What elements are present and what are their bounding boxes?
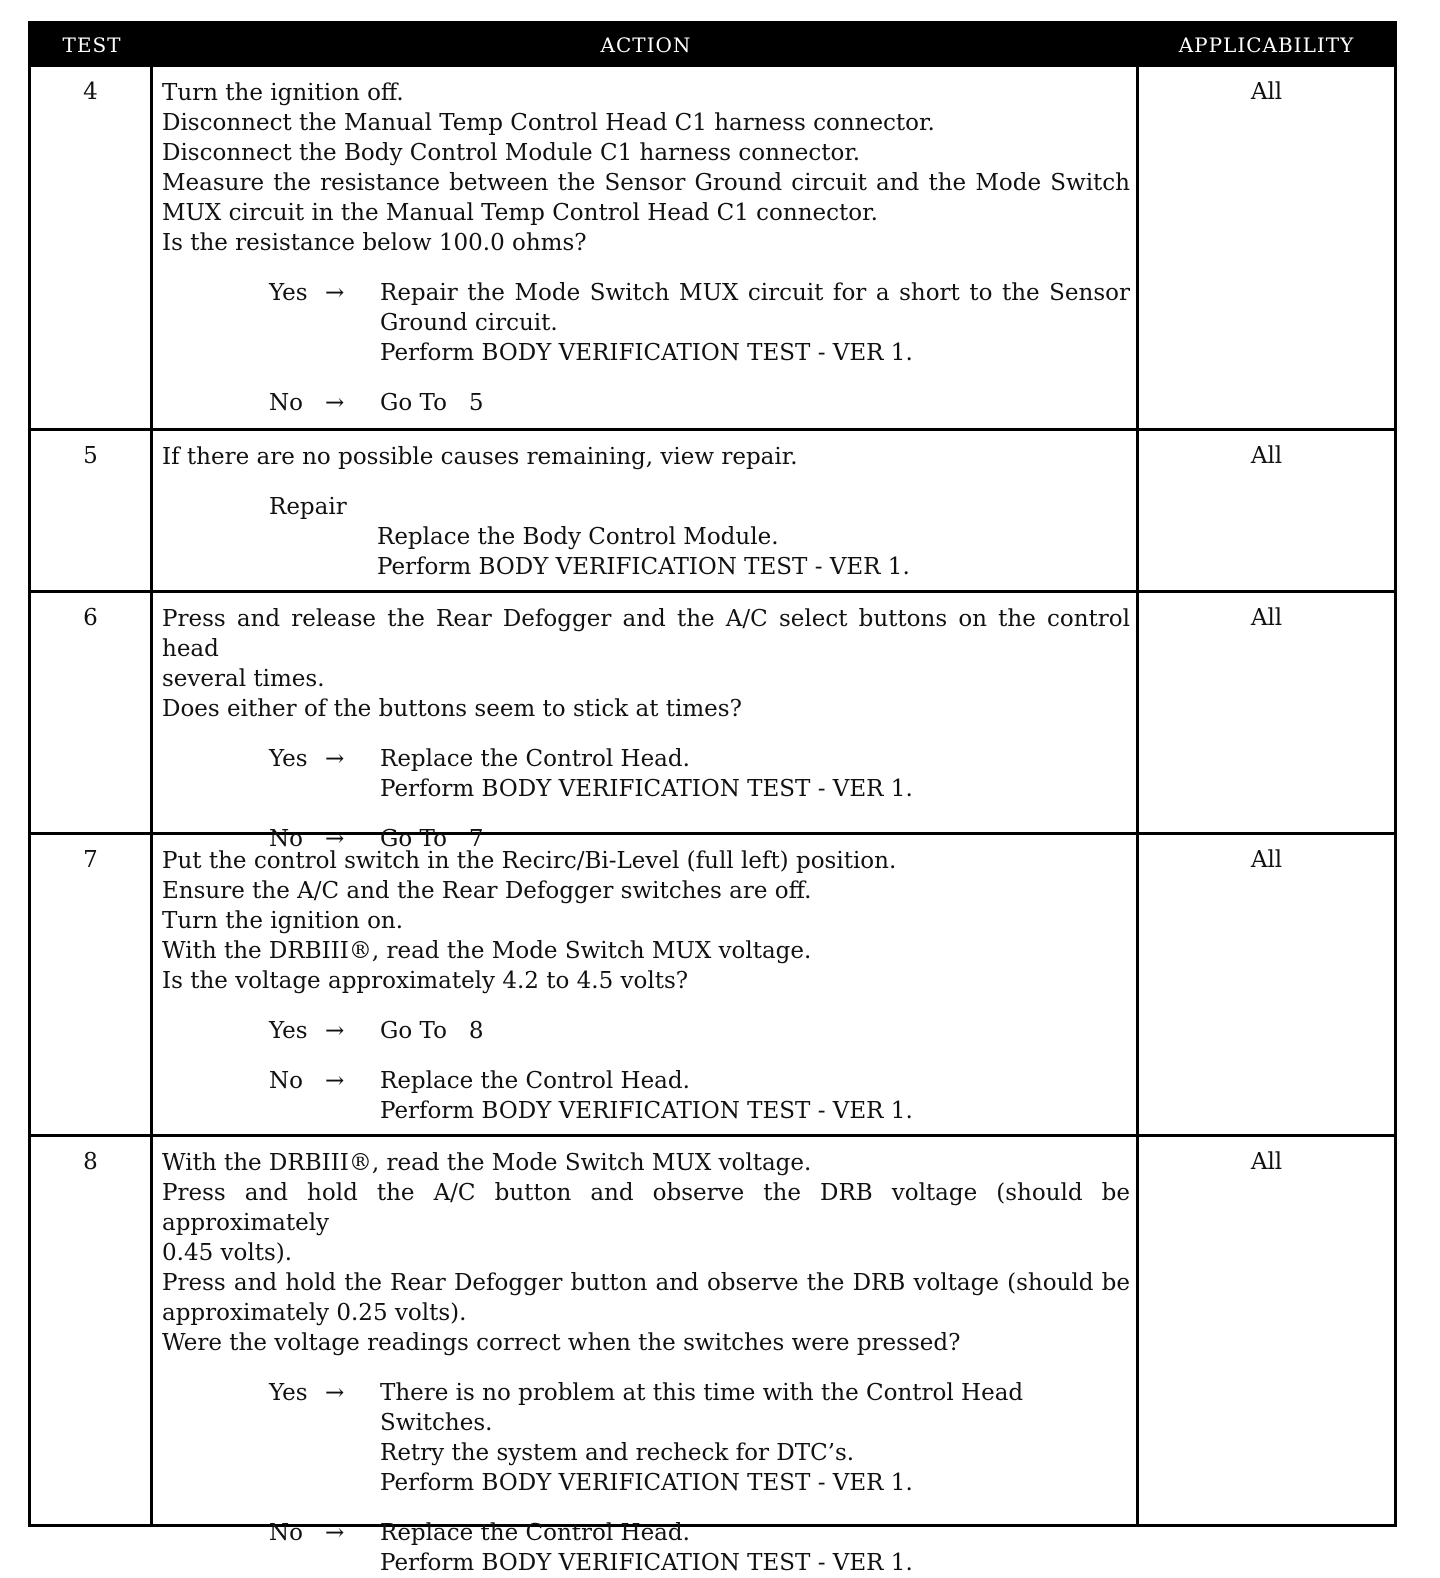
- table-header: [31, 24, 1394, 67]
- outcome-text: [380, 388, 1130, 418]
- action-line: Ensure the A/C and the Rear Defogger switches are off.: [162, 878, 812, 904]
- action-line: Disconnect the Manual Temp Control Head C1 harness connector.: [162, 110, 935, 136]
- test-number: 8: [31, 1137, 153, 1524]
- outcome-line: Ground circuit.: [380, 310, 558, 336]
- outcome-line: Perform BODY VERIFICATION TEST - VER 1.: [380, 1550, 913, 1576]
- applicability-cell: All: [1250, 1149, 1283, 1175]
- outcome-yes: [269, 744, 1130, 804]
- outcome-label: No: [269, 390, 303, 416]
- outcome-line: Replace the Control Head.: [380, 746, 690, 772]
- outcome-line: Perform BODY VERIFICATION TEST - VER 1.: [380, 1470, 913, 1496]
- action-line: Press and release the Rear Defogger and the A/C select buttons on the control head: [162, 606, 1130, 662]
- outcome-label: No: [269, 1068, 303, 1094]
- outcome-text: [380, 1016, 1130, 1046]
- repair-line: Perform BODY VERIFICATION TEST - VER 1.: [377, 554, 910, 580]
- outcome-text: [380, 1378, 1130, 1498]
- table-row: [31, 428, 1394, 590]
- action-cell: [153, 593, 1139, 852]
- action-line: Is the voltage approximately 4.2 to 4.5 volts?: [162, 968, 689, 994]
- arrow-right-icon: →: [325, 1068, 345, 1094]
- outcome-yes: [269, 1016, 1130, 1046]
- table-row: [31, 67, 1394, 428]
- outcome-no: [269, 1066, 1130, 1126]
- action-line: Were the voltage readings correct when the switches were pressed?: [162, 1330, 961, 1356]
- outcome-label: Yes: [269, 1380, 308, 1406]
- arrow-right-icon: →: [325, 390, 345, 416]
- action-line: Measure the resistance between the Sensor Ground circuit and the Mode Switch: [162, 170, 1130, 196]
- outcome-text: [380, 744, 1130, 804]
- arrow-right-icon: →: [325, 1018, 345, 1044]
- outcome-no: [269, 388, 1130, 418]
- action-line: If there are no possible causes remaining, view repair.: [162, 444, 798, 470]
- action-line: Put the control switch in the Recirc/Bi-Level (full left) position.: [162, 848, 897, 874]
- arrow-right-icon: →: [325, 746, 345, 772]
- outcome-label: No: [269, 826, 303, 852]
- test-number: 7: [31, 835, 153, 1134]
- outcome-text: [380, 1518, 1130, 1578]
- outcome-line: Perform BODY VERIFICATION TEST - VER 1.: [380, 776, 913, 802]
- repair-label: Repair: [269, 494, 347, 520]
- header-action: ACTION: [600, 33, 692, 57]
- outcome-label: Yes: [269, 280, 308, 306]
- arrow-right-icon: →: [325, 1520, 345, 1546]
- applicability-cell: All: [1250, 847, 1283, 873]
- outcome-yes: [269, 278, 1130, 368]
- action-line: Disconnect the Body Control Module C1 harness connector.: [162, 140, 861, 166]
- arrow-right-icon: →: [325, 826, 345, 852]
- action-line: MUX circuit in the Manual Temp Control Head C1 connector.: [162, 200, 878, 226]
- outcome-text: [380, 278, 1130, 368]
- applicability-cell: All: [1250, 79, 1283, 105]
- action-line: Is the resistance below 100.0 ohms?: [162, 230, 587, 256]
- outcome-line: Go To 7: [380, 826, 484, 852]
- action-line: Does either of the buttons seem to stick at times?: [162, 696, 742, 722]
- outcome-no: [269, 1518, 1130, 1578]
- outcome-line: Replace the Control Head.: [380, 1068, 690, 1094]
- test-number: 6: [31, 593, 153, 832]
- outcome-label: No: [269, 1520, 303, 1546]
- outcome-text: [380, 1066, 1130, 1126]
- outcome-label: Yes: [269, 1018, 308, 1044]
- outcome-line: Repair the Mode Switch MUX circuit for a short to the Sensor: [380, 280, 1130, 306]
- table-row: [31, 1134, 1394, 1576]
- test-number: 5: [31, 431, 153, 590]
- diagnostic-table: [28, 21, 1397, 1576]
- outcome-line: Go To 8: [380, 1018, 484, 1044]
- arrow-right-icon: →: [325, 1380, 345, 1406]
- header-test: TEST: [62, 33, 122, 57]
- action-line: several times.: [162, 666, 325, 692]
- action-line: Turn the ignition on.: [162, 908, 404, 934]
- action-cell: [153, 1137, 1139, 1576]
- action-line: Press and hold the A/C button and observe the DRB voltage (should be approximately: [162, 1180, 1130, 1236]
- action-line: Turn the ignition off.: [162, 80, 404, 106]
- action-line: With the DRBIII®, read the Mode Switch MUX voltage.: [162, 1150, 812, 1176]
- outcome-label: Yes: [269, 746, 308, 772]
- action-line: 0.45 volts).: [162, 1240, 293, 1266]
- action-line: Press and hold the Rear Defogger button and observe the DRB voltage (should be: [162, 1270, 1130, 1296]
- action-cell: [153, 431, 1139, 590]
- outcome-line: There is no problem at this time with the Control Head Switches.: [380, 1380, 1024, 1436]
- action-cell: [153, 67, 1139, 428]
- repair-line: Replace the Body Control Module.: [377, 524, 779, 550]
- applicability-cell: All: [1250, 443, 1283, 469]
- action-cell: [153, 835, 1139, 1134]
- table-row: [31, 590, 1394, 852]
- test-number: 4: [31, 67, 153, 428]
- outcome-line: Replace the Control Head.: [380, 1520, 690, 1546]
- action-line: approximately 0.25 volts).: [162, 1300, 467, 1326]
- header-applicability: APPLICABILITY: [1178, 33, 1355, 57]
- outcome-yes: [269, 1378, 1130, 1498]
- table-row: [31, 832, 1394, 1134]
- outcome-line: Perform BODY VERIFICATION TEST - VER 1.: [380, 1098, 913, 1124]
- outcome-line: Go To 5: [380, 390, 484, 416]
- action-line: With the DRBIII®, read the Mode Switch MUX voltage.: [162, 938, 812, 964]
- outcome-line: Retry the system and recheck for DTC’s.: [380, 1440, 855, 1466]
- applicability-cell: All: [1250, 605, 1283, 631]
- outcome-line: Perform BODY VERIFICATION TEST - VER 1.: [380, 340, 913, 366]
- arrow-right-icon: →: [325, 280, 345, 306]
